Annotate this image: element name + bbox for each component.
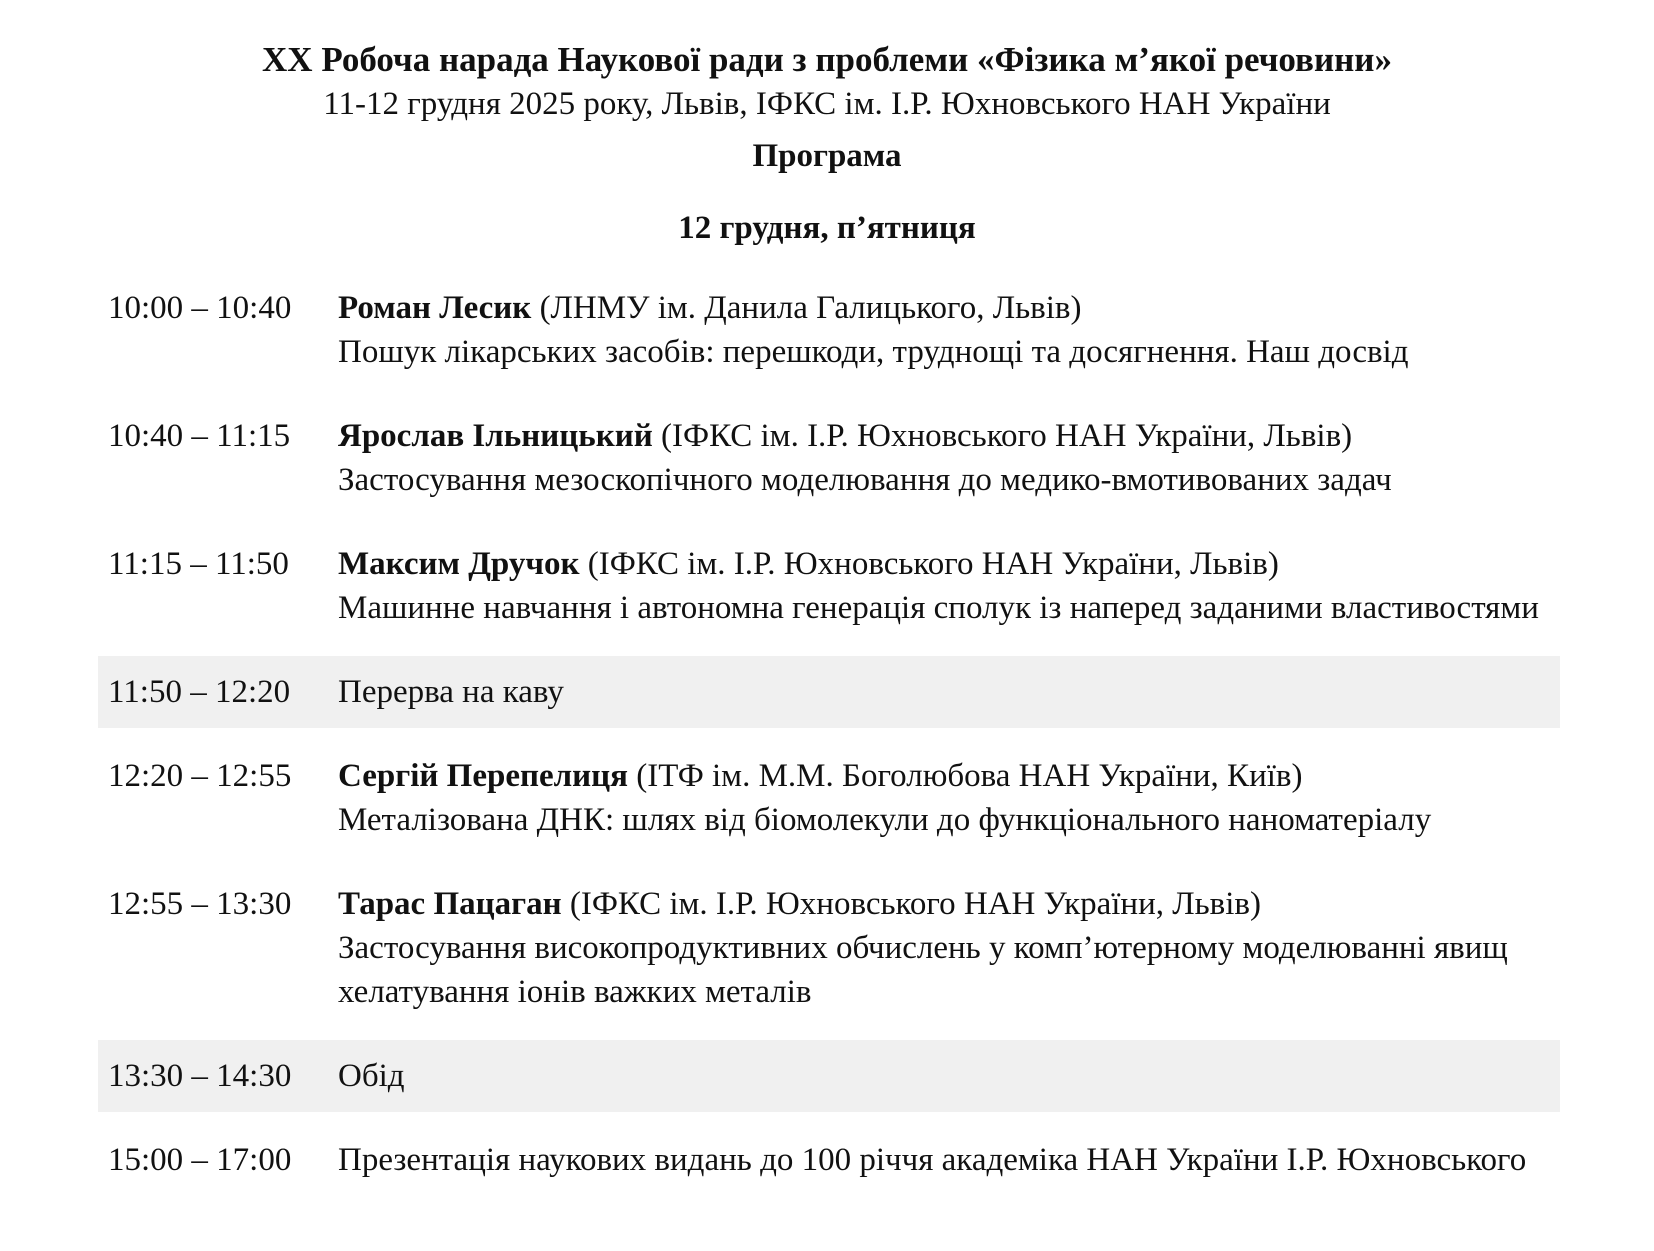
time-slot: 13:30 – 14:30 (108, 1058, 292, 1094)
talk-details (338, 286, 1560, 374)
talk-topic: Пошук лікарських засобів: перешкоди, труднощі та досягнення. Наш досвід (338, 334, 1409, 370)
schedule-item-5 (98, 748, 1560, 848)
speaker-name: Роман Лесик (338, 290, 532, 326)
speaker-line (338, 754, 1560, 798)
speaker-affiliation: (ІТФ ім. М.М. Боголюбова НАН України, Київ) (628, 758, 1303, 794)
talk-topic: Застосування високопродуктивних обчислень у комп’ютерному моделюванні явищ хелатування іонів важких металів (338, 930, 1508, 1010)
talk-details (338, 754, 1560, 842)
speaker-name: Тарас Пацаган (338, 886, 562, 922)
speaker-line (338, 286, 1560, 330)
schedule-item-8 (98, 1132, 1560, 1188)
talk-details (338, 542, 1560, 630)
presentation-text: Презентація наукових видань до 100 річчя академіка НАН України І.Р. Юхновського (338, 1142, 1527, 1178)
break-label: Обід (338, 1058, 405, 1094)
speaker-name: Ярослав Ільницький (338, 418, 653, 454)
speaker-line (338, 882, 1560, 926)
time-slot: 11:15 – 11:50 (108, 546, 289, 582)
speaker-name: Сергій Перепелиця (338, 758, 629, 794)
speaker-name: Максим Дручок (338, 546, 580, 582)
time-slot: 11:50 – 12:20 (108, 674, 291, 710)
schedule (98, 280, 1560, 1188)
talk-details (338, 882, 1560, 1014)
lunch-break-row (98, 1040, 1560, 1112)
coffee-break-row (98, 656, 1560, 728)
program-heading: Програма (752, 138, 902, 174)
talk-topic: Машинне навчання і автономна генерація сполук із наперед заданими властивостями (338, 590, 1539, 626)
day-heading: 12 грудня, п’ятниця (678, 210, 976, 246)
talk-details (338, 414, 1560, 502)
break-label: Перерва на каву (338, 674, 564, 710)
document-title: XX Робоча нарада Наукової ради з проблеми «Фізика м’якої речовини» (262, 40, 1392, 79)
time-slot: 12:20 – 12:55 (108, 758, 292, 794)
document-subtitle: 11-12 грудня 2025 року, Львів, ІФКС ім. І.Р. Юхновського НАН України (323, 86, 1331, 122)
speaker-line (338, 542, 1560, 586)
time-slot: 10:00 – 10:40 (108, 290, 292, 326)
talk-topic: Застосування мезоскопічного моделювання до медико-вмотивованих задач (338, 462, 1392, 498)
time-slot: 10:40 – 11:15 (108, 418, 291, 454)
speaker-affiliation: (ІФКС ім. І.Р. Юхновського НАН України, Львів) (561, 886, 1262, 922)
schedule-item-1 (98, 280, 1560, 380)
speaker-line (338, 414, 1560, 458)
talk-topic: Металізована ДНК: шлях від біомолекули до функціонального наноматеріалу (338, 802, 1432, 838)
time-slot: 12:55 – 13:30 (108, 886, 292, 922)
document-header (0, 38, 1654, 126)
speaker-affiliation: (ІФКС ім. І.Р. Юхновського НАН України, Львів) (579, 546, 1279, 582)
schedule-item-6 (98, 876, 1560, 1020)
speaker-affiliation: (ІФКС ім. І.Р. Юхновського НАН України, Львів) (652, 418, 1353, 454)
schedule-item-2 (98, 408, 1560, 508)
schedule-item-3 (98, 536, 1560, 636)
speaker-affiliation: (ЛНМУ ім. Данила Галицького, Львів) (531, 290, 1082, 326)
time-slot: 15:00 – 17:00 (108, 1142, 292, 1178)
